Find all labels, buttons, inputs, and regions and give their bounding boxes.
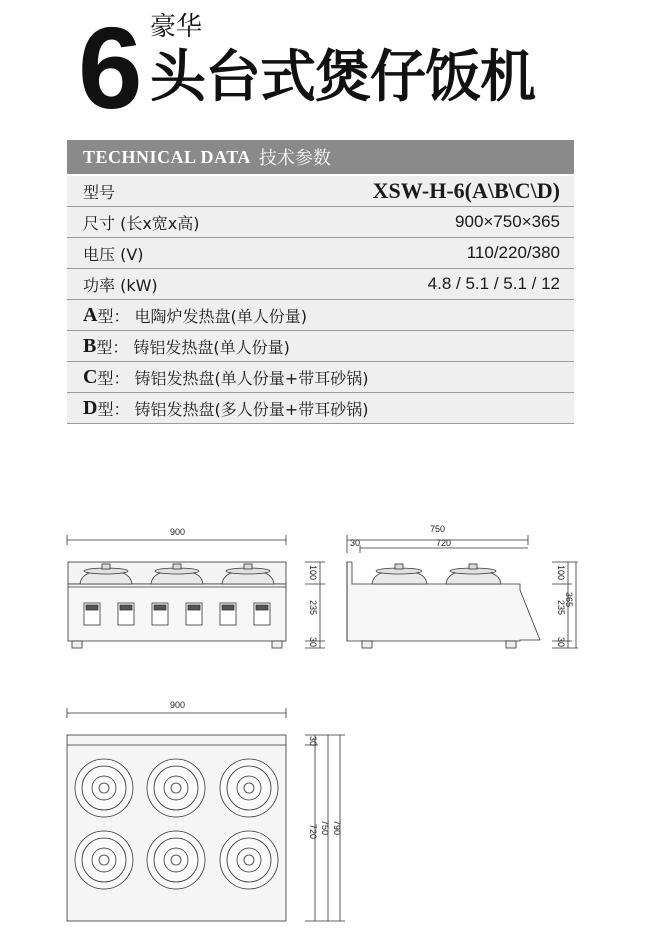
- spec-label: 功率 (kW): [83, 275, 158, 295]
- type-letter: A: [83, 303, 98, 326]
- side-view-drawing: [347, 535, 578, 648]
- spec-value: 4.8 / 5.1 / 5.1 / 12: [427, 274, 560, 293]
- dim-top-width: 900: [170, 700, 186, 710]
- dim-h100: 100: [308, 565, 318, 581]
- spec-value: XSW-H-6(A\B\C\D): [372, 178, 560, 203]
- spec-value: 110/220/380: [466, 243, 560, 262]
- spec-label: 型号: [83, 182, 116, 202]
- type-letter: D: [83, 396, 98, 419]
- dim-side-h100: 100: [556, 565, 566, 581]
- type-letter: C: [83, 365, 98, 388]
- dim-h30: 30: [308, 637, 318, 648]
- dim-top-750: 750: [320, 820, 330, 836]
- product-title: 头台式煲仔饭机: [150, 45, 535, 110]
- dim-h235: 235: [308, 600, 318, 616]
- type-text: 型： 铸铝发热盘(多人份量+带耳砂锅): [97, 399, 369, 419]
- type-text: 型： 铸铝发热盘(单人份量): [96, 337, 290, 357]
- band-chinese: 技术参数: [258, 148, 331, 169]
- dim-top-720: 720: [308, 824, 318, 840]
- spec-label: 尺寸 (长x宽x高): [83, 213, 200, 233]
- front-view-drawing: [67, 535, 325, 648]
- type-text: 型： 铸铝发热盘(单人份量+带耳砂锅): [97, 368, 369, 388]
- dim-top-30: 30: [308, 736, 318, 747]
- dim-side-h365: 365: [564, 592, 574, 608]
- dim-side-h30: 30: [556, 637, 566, 648]
- spec-value: 900×750×365: [455, 212, 560, 231]
- type-letter: B: [83, 334, 97, 357]
- dim-top-790: 790: [332, 820, 342, 836]
- dim-front-width: 900: [170, 527, 186, 537]
- dim-side-h235: 235: [556, 600, 566, 616]
- type-text: 型： 电陶炉发热盘(单人份量): [97, 306, 308, 326]
- top-view-drawing: [67, 708, 345, 921]
- dim-side-width: 750: [430, 524, 446, 534]
- band-english: TECHNICAL DATA: [83, 146, 251, 167]
- series-number: 6: [78, 3, 139, 133]
- subtitle: 豪华: [150, 12, 203, 42]
- spec-label: 电压 (V): [83, 244, 144, 264]
- dim-side-30: 30: [350, 538, 361, 548]
- dim-side-720: 720: [436, 538, 452, 548]
